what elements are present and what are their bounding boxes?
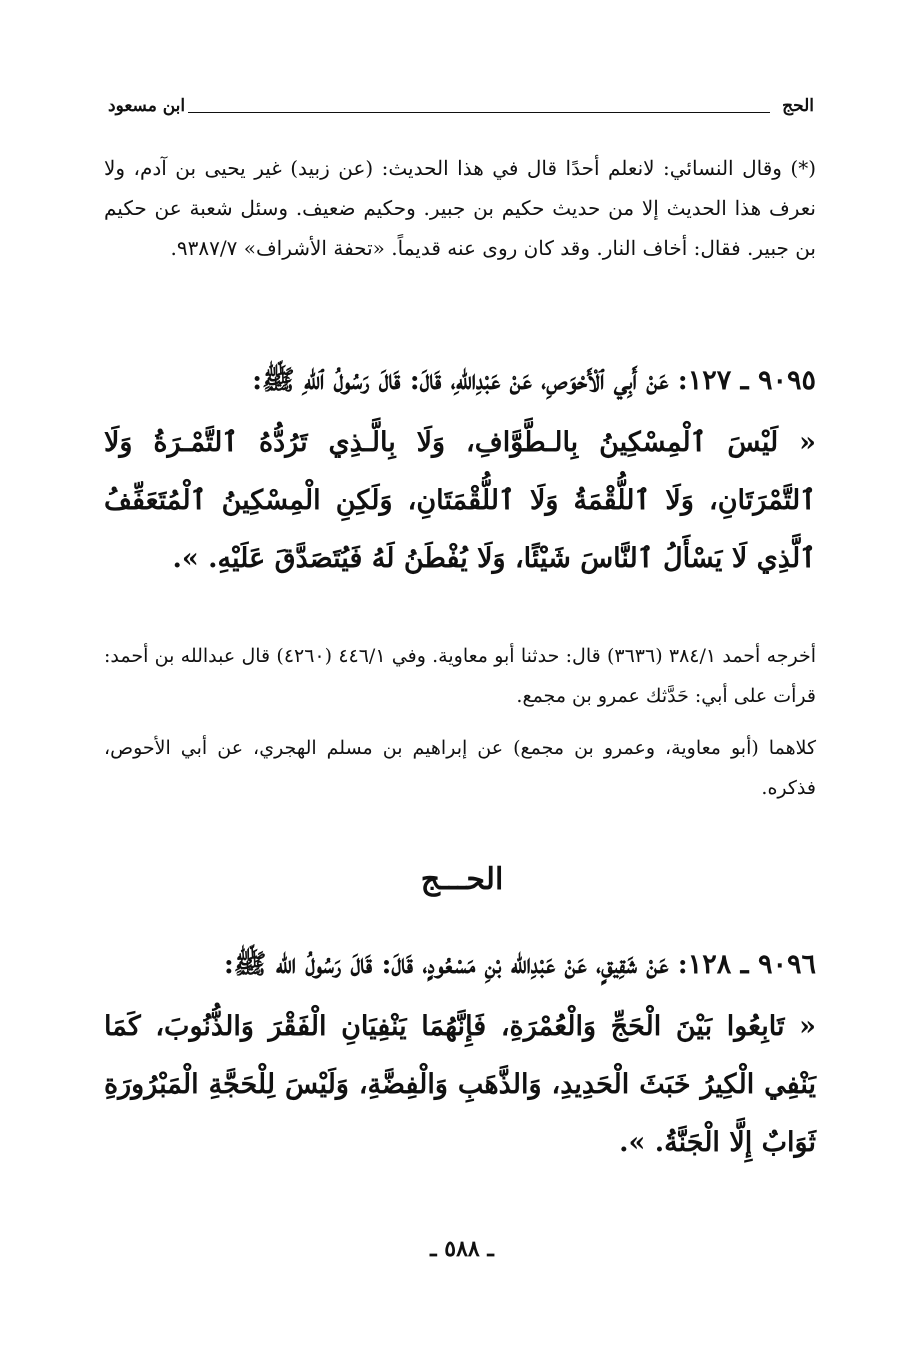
header-chapter-title: الحج	[782, 96, 814, 116]
hadith-9096	[104, 936, 816, 1172]
header-narrator-title: ابن مسعود	[108, 96, 186, 116]
hadith-9095	[104, 352, 816, 588]
header-rule	[188, 112, 770, 113]
page-number: ـ ٥٨٨ ـ	[430, 1236, 494, 1262]
takhrij-paragraph-1: أخرجه أحمد ٣٨٤/١ (٣٦٣٦) قال: حدثنا أبو معاوية. وفي ٤٤٦/١ (٤٢٦٠) قال عبدالله بن أحمد: قرأت على أبي: حَدَّثك عمرو بن مجمع.	[104, 645, 817, 707]
running-header	[108, 96, 814, 128]
footnote-paragraph: (*) وقال النسائي: لانعلم أحدًا قال في هذا الحديث: (عن زبيد) غير يحيى بن آدم، ولا نعرف هذا الحديث إلا من حديث حكيم بن جبير. وحكيم ضعيف. وسئل شعبة عن حكيم بن جبير. فقال: أخاف النار. وقد كان روى عنه قديماً. «تحفة الأشراف» ٩٣٨٧/٧.	[104, 156, 816, 260]
section-title: الحـــج	[420, 862, 504, 897]
hadith-heading: ٩٠٩٥ ـ ١٢٧: عَنْ أَبِي ٱلْأَحْوَصِ، عَنْ عَبْدِاللهِ، قَالَ: قَالَ رَسُولُ ٱللهِ ﷺ:	[252, 365, 816, 396]
hadith-text: « تَابِعُوا بَيْنَ الْحَجِّ وَالْعُمْرَةِ، فَإِنَّهُمَا يَنْفِيَانِ الْفَقْرَ وَالذُّنُوبَ، كَمَا يَنْفِي الْكِيرُ خَبَثَ الْحَدِيدِ، وَالذَّهَبِ وَالْفِضَّةِ، وَلَيْسَ لِلْحَجَّةِ الْمَبْرُورَةِ ثَوَابٌ إِلَّا الْجَنَّةُ. ».	[104, 1011, 816, 1158]
hadith-heading: ٩٠٩٦ ـ ١٢٨: عَنْ شَقِيقٍ، عَنْ عَبْدِالله بْنِ مَسْعُودٍ، قَالَ: قَالَ رَسُولُ الله ﷺ:	[223, 949, 816, 980]
hadith-text: « لَيْسَ ٱلْمِسْكِينُ بِالـطَّوَّافِ، وَلَا بِالَّـذِي تَرُدُّهُ ٱلتَّمْـرَةُ وَلَا ٱلتَّمْرَتَانِ، وَلَا ٱللُّقْمَةُ وَلَا ٱللُّقْمَتَانِ، وَلَكِنِ الْمِسْكِينُ ٱلْمُتَعَفِّفُ ٱلَّذِي لَا يَسْأَلُ ٱلنَّاسَ شَيْئًا، وَلَا يُفْطَنُ لَهُ فَيُتَصَدَّقَ عَلَيْهِ. ».	[104, 427, 816, 574]
takhrij-paragraph-2: كلاهما (أبو معاوية، وعمرو بن مجمع) عن إبراهيم بن مسلم الهجري، عن أبي الأحوص، فذكره.	[104, 737, 816, 799]
